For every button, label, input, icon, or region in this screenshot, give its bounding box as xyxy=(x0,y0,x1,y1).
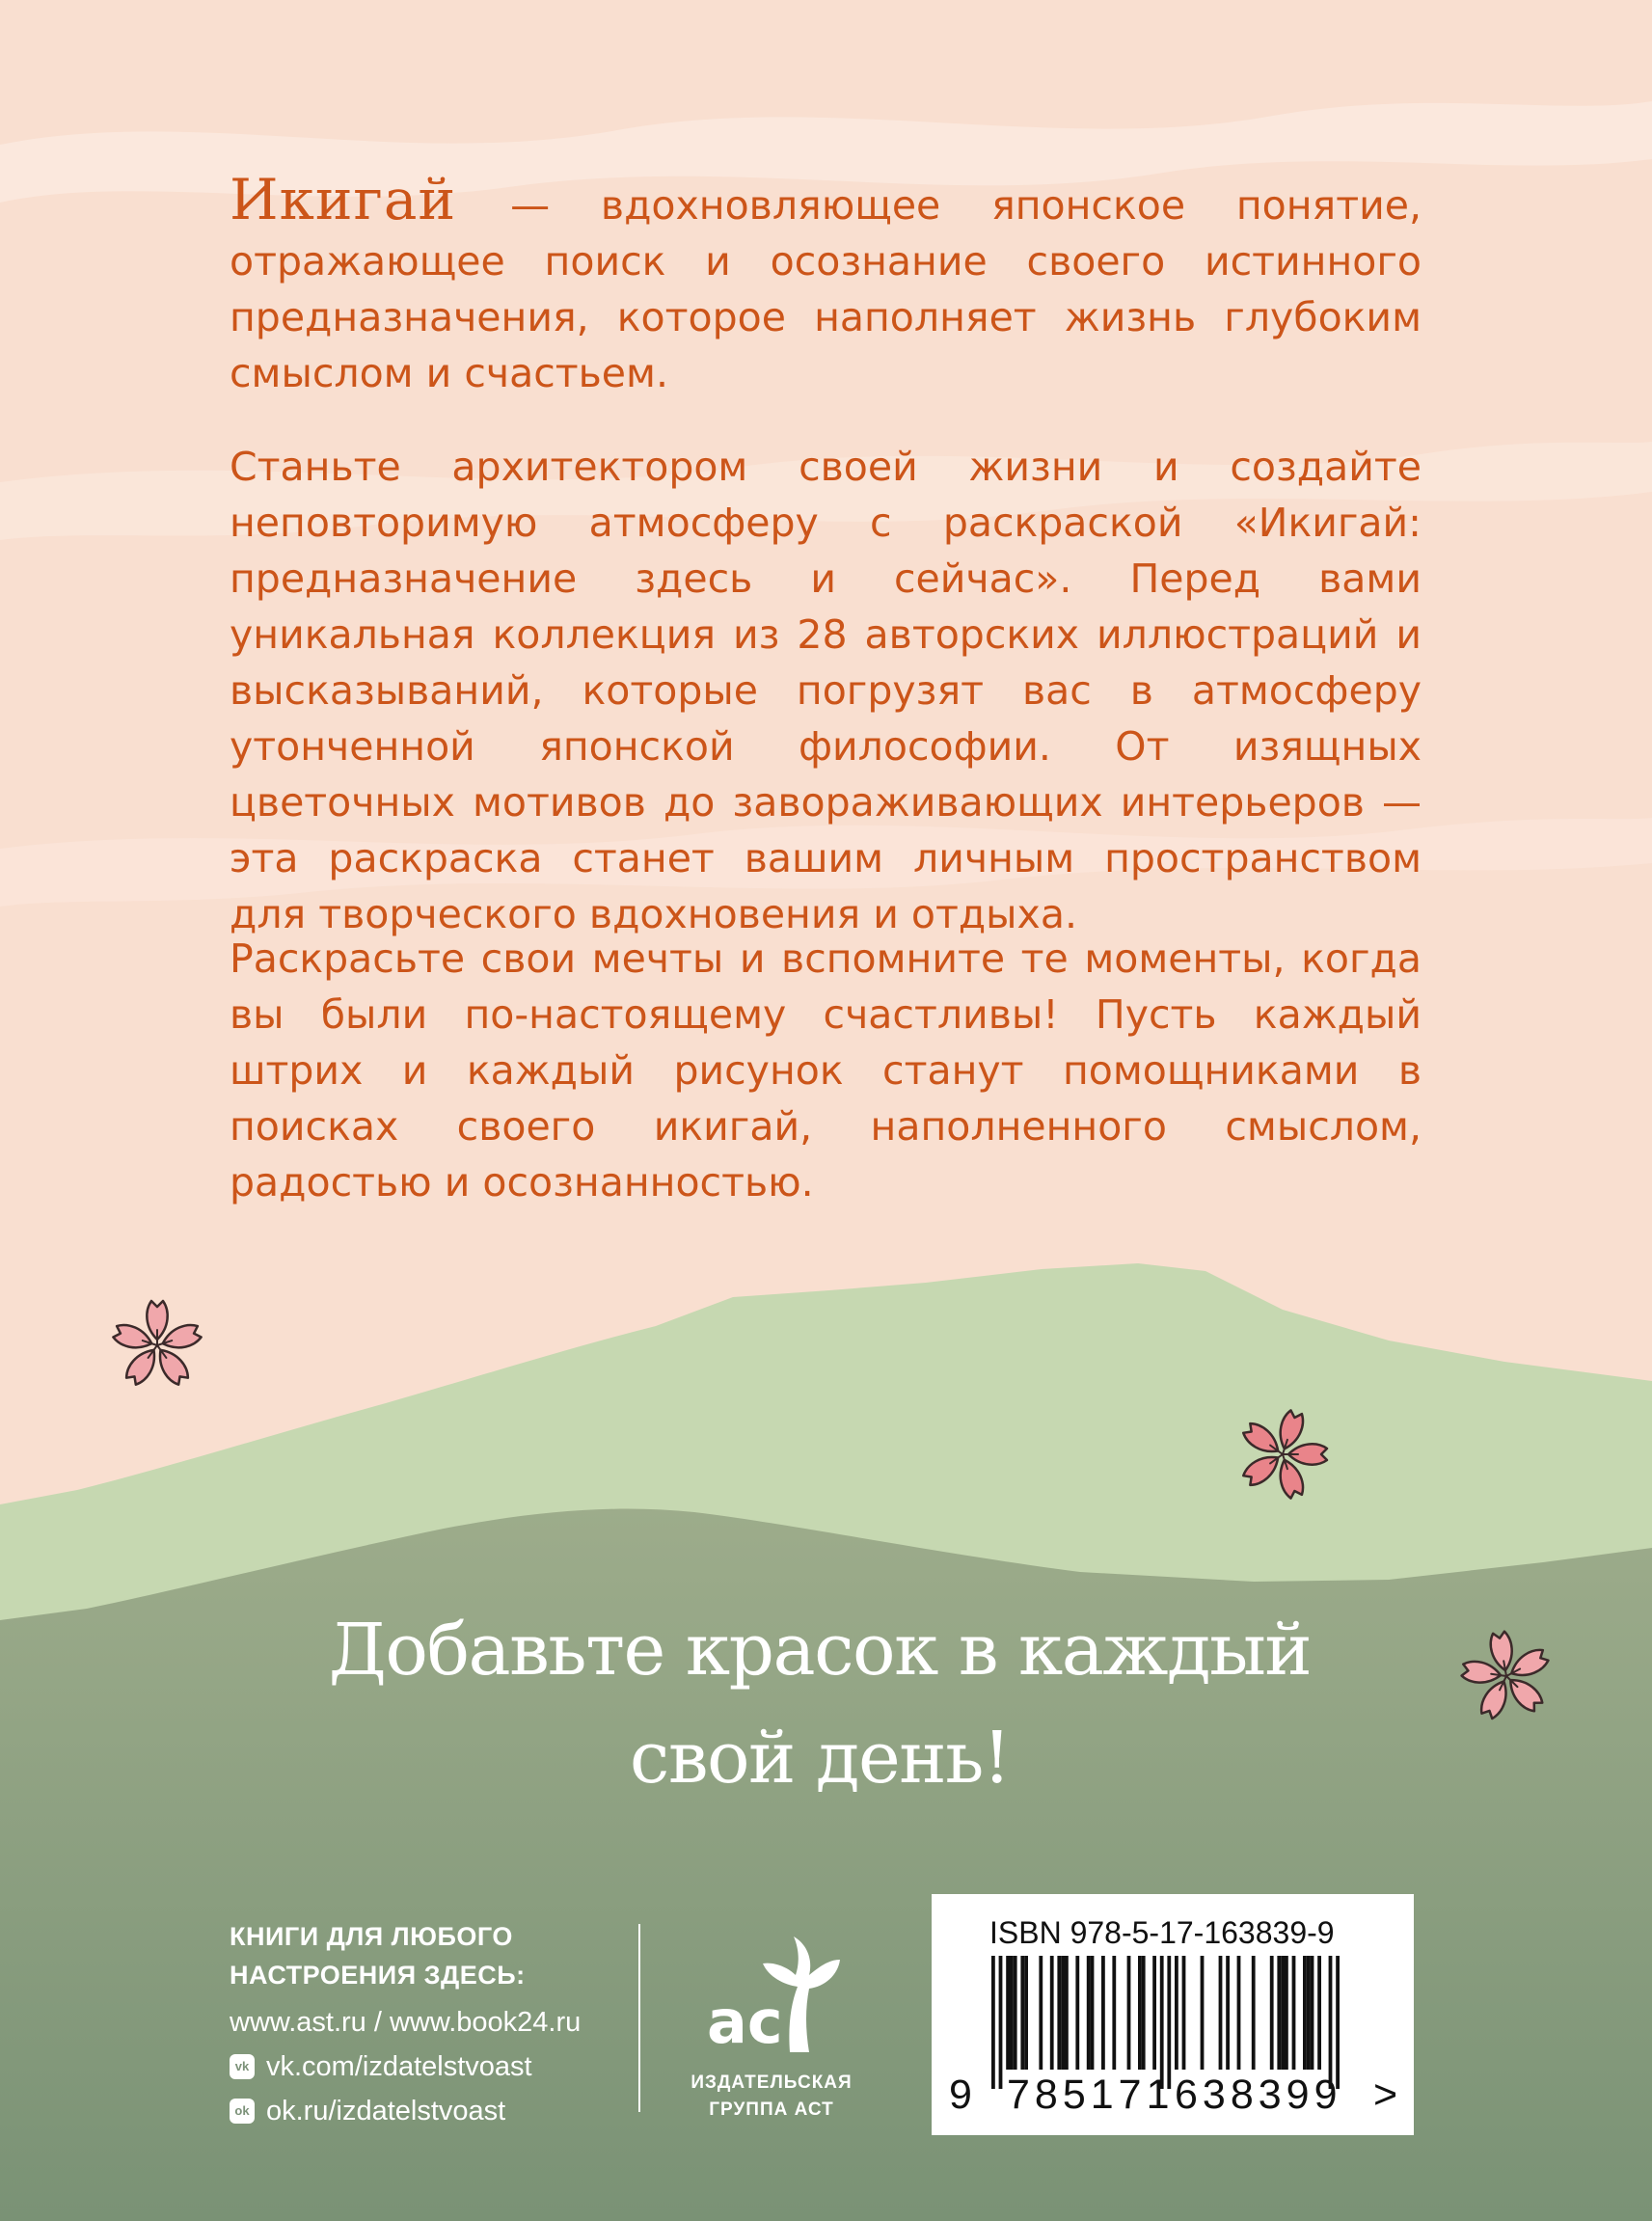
barcode-bar xyxy=(1112,1956,1116,2070)
barcode-bar xyxy=(1277,1956,1281,2070)
barcode-bar xyxy=(1127,1956,1131,2070)
publisher-logo xyxy=(665,1919,878,2124)
barcode-bar xyxy=(1219,1956,1223,2070)
barcode-bar xyxy=(1182,1956,1186,2070)
barcode-guard-bar xyxy=(1329,1956,1333,2089)
contacts-heading-line-2: НАСТРОЕНИЯ ЗДЕСЬ: xyxy=(230,1961,526,1990)
barcode-bar xyxy=(1057,1956,1061,2070)
barcode-bar xyxy=(1075,1956,1079,2070)
barcode-guard-bar xyxy=(1167,1956,1171,2089)
barcode-bar xyxy=(1311,1956,1314,2070)
contacts-divider xyxy=(638,1924,640,2112)
barcode-bar xyxy=(1091,1956,1095,2070)
barcode-bar xyxy=(1237,1956,1241,2070)
ean-end-marker: > xyxy=(1373,2072,1398,2118)
barcode-bar xyxy=(1010,1956,1014,2070)
barcode-bar xyxy=(1252,1956,1256,2070)
ikigai-definition: — вдохновляющее японское понятие, отражающее поиск и осознание своего истинного предназначения, которое наполняет жизнь глубоким смыслом и счастьем. xyxy=(230,182,1422,396)
websites-link[interactable]: www.ast.ru / www.book24.ru xyxy=(230,2007,582,2038)
sakura-blossom-right-icon xyxy=(1453,1623,1559,1729)
barcode-bar xyxy=(1281,1956,1285,2070)
vk-link-text: vk.com/izdatelstvoast xyxy=(266,2051,532,2082)
barcode-bar xyxy=(1201,1956,1205,2070)
isbn-label: ISBN 978-5-17-163839-9 xyxy=(989,1915,1335,1950)
isbn-barcode-block xyxy=(932,1894,1414,2135)
barcode-bar xyxy=(1065,1956,1069,2070)
ikigai-term: Икигай xyxy=(230,167,457,232)
barcode-bar xyxy=(1050,1956,1054,2070)
barcode-bar xyxy=(1152,1956,1156,2070)
barcode-bar xyxy=(1292,1956,1296,2070)
barcode-bar xyxy=(1020,1956,1024,2070)
publisher-name-line-1: ИЗДАТЕЛЬСКАЯ xyxy=(691,2072,853,2093)
vk-link[interactable] xyxy=(230,2045,635,2089)
slogan-line-1: Добавьте красок в каждый xyxy=(328,1609,1312,1692)
slogan-line-2: свой день! xyxy=(629,1717,1011,1800)
intro-paragraph xyxy=(230,167,1422,401)
barcode-bar xyxy=(1101,1956,1105,2070)
contacts-heading xyxy=(230,1917,635,1994)
ok-link[interactable] xyxy=(230,2089,635,2133)
barcode-guard-bar xyxy=(1160,1956,1164,2089)
publisher-name-line-2: ГРУППА АСТ xyxy=(709,2099,834,2120)
ast-logo-icon xyxy=(699,1919,844,2064)
barcode-bar xyxy=(1226,1956,1230,2070)
ean-first-digit: 9 xyxy=(949,2072,972,2118)
barcode-bar xyxy=(1175,1956,1178,2070)
barcode-bar xyxy=(1303,1956,1307,2070)
sakura-blossom-left-icon xyxy=(104,1292,210,1398)
contacts-block xyxy=(230,1917,635,2133)
ean-right-group: 638399 xyxy=(1175,2072,1342,2118)
sakura-blossom-middle-icon xyxy=(1230,1401,1336,1507)
slogan xyxy=(241,1596,1398,1812)
barcode-guard-bar xyxy=(999,1956,1003,2089)
ok-icon: ok xyxy=(230,2099,255,2124)
description-text: Станьте архитектором своей жизни и создайте неповторимую атмосферу с раскраской «Икигай: предназначение здесь и сейчас». Перед вами уникальная коллекция из 28 авторских иллюстраций и высказываний, которые погрузят вас в атмосферу утонченной японской философии. От изящных цветочных мотивов до завораживающих интерьеров — эта раскраска станет вашим личным пространством для творческого вдохновения и отдыха. xyxy=(230,444,1422,937)
ok-link-text: ok.ru/izdatelstvoast xyxy=(266,2096,506,2126)
barcode-bar xyxy=(1006,1956,1010,2070)
barcode-bar xyxy=(1024,1956,1028,2070)
closing-text: Раскрасьте свои мечты и вспомните те моменты, когда вы были по-настоящему счастливы! Пусть каждый штрих и каждый рисунок станут помощниками в поисках своего икигай, наполненного смыслом, радостью и осознанностью. xyxy=(230,935,1422,1205)
closing-paragraph xyxy=(230,931,1422,1210)
vk-icon: vk xyxy=(230,2054,255,2079)
barcode-guard-bar xyxy=(1336,1956,1340,2089)
barcode-bar xyxy=(1307,1956,1311,2070)
ean-left-group: 785171 xyxy=(1007,2072,1175,2118)
description-paragraph xyxy=(230,439,1422,942)
barcode-bar xyxy=(1039,1956,1043,2070)
barcode-bar xyxy=(1061,1956,1065,2070)
barcode-bar xyxy=(1317,1956,1321,2070)
barcode-bar xyxy=(1142,1956,1146,2070)
contacts-heading-line-1: КНИГИ ДЛЯ ЛЮБОГО xyxy=(230,1922,513,1951)
barcode-bar xyxy=(1087,1956,1091,2070)
barcode-bar xyxy=(1138,1956,1142,2070)
barcode-bar xyxy=(1285,1956,1288,2070)
barcode-bar xyxy=(1270,1956,1274,2070)
barcode-bar xyxy=(1014,1956,1017,2070)
ast-logo-text: ас xyxy=(707,1987,783,2057)
publisher-name xyxy=(665,2070,878,2124)
barcode-guard-bar xyxy=(991,1956,995,2089)
